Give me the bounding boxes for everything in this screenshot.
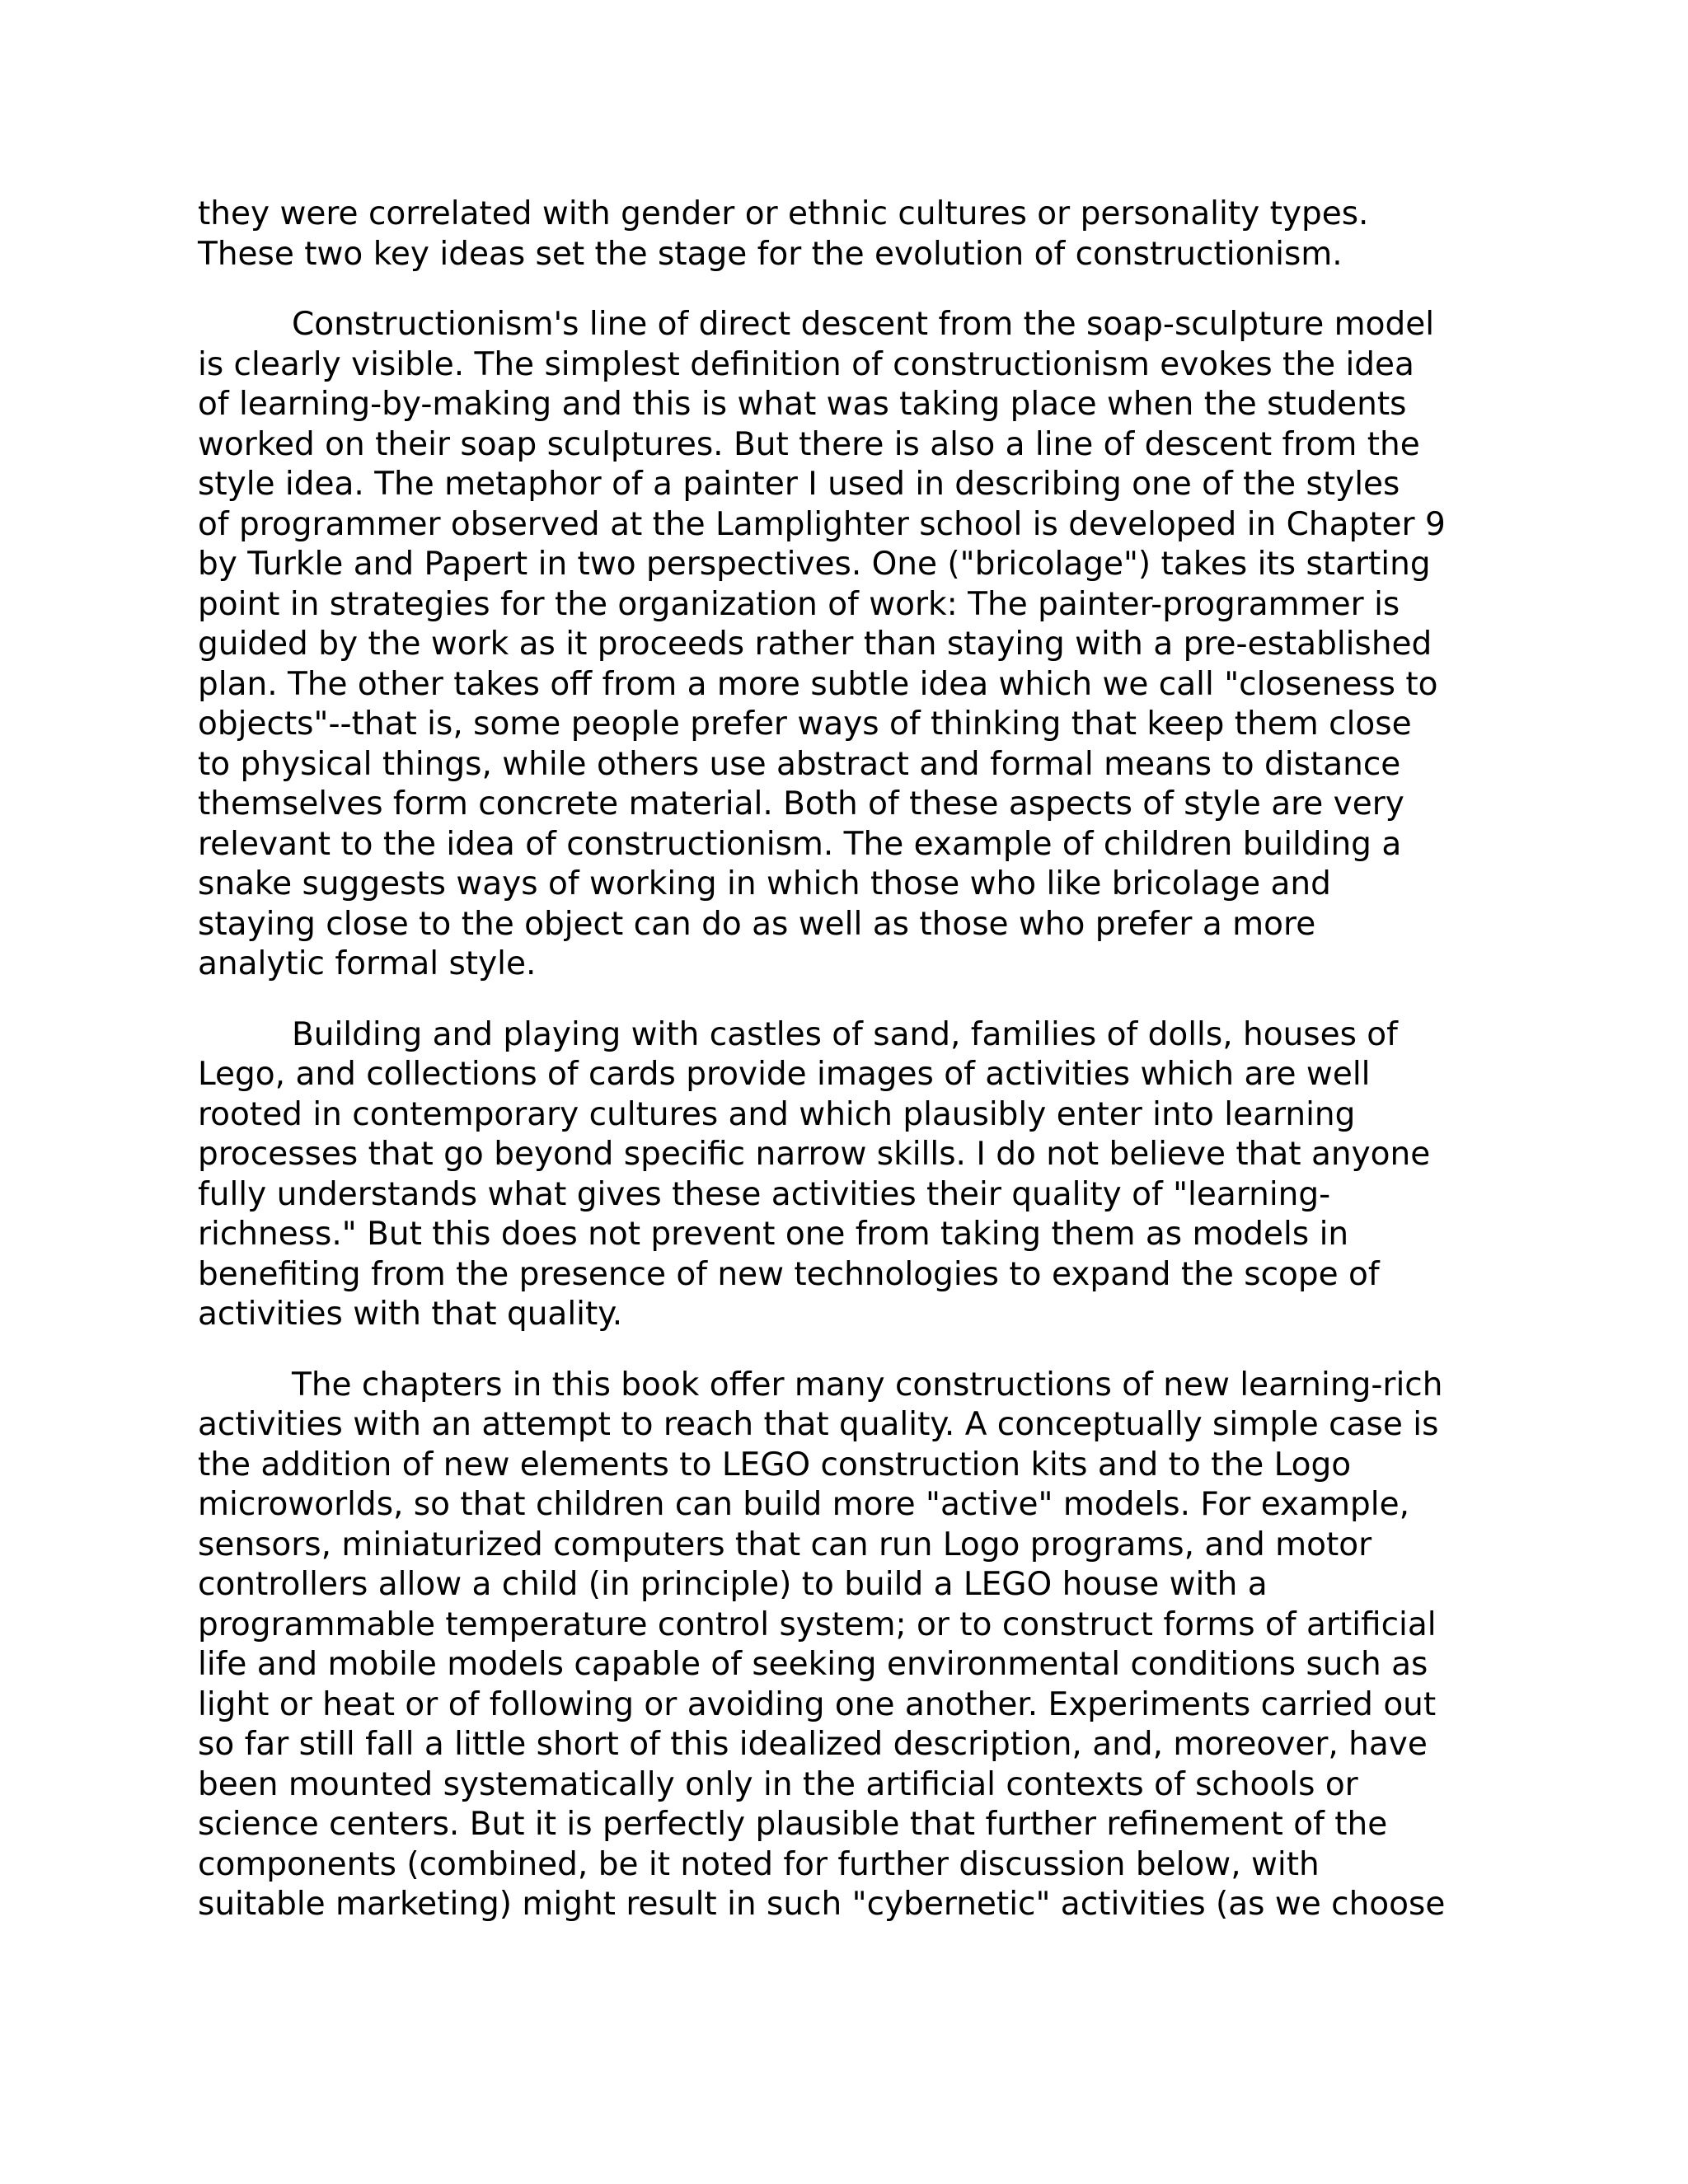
text-line: rooted in contemporary cultures and which plausibly enter into learning (198, 1095, 1356, 1133)
text-line: the addition of new elements to LEGO construction kits and to the Logo (198, 1446, 1352, 1483)
paragraph-gap (198, 985, 1500, 1015)
text-line: worked on their soap sculptures. But there is also a line of descent from the (198, 425, 1420, 463)
text-line: components (combined, be it noted for further discussion below, with (198, 1845, 1320, 1883)
text-line: The chapters in this book offer many constructions of new learning-rich (292, 1366, 1443, 1404)
text-line: snake suggests ways of working in which those who like bricolage and (198, 865, 1331, 902)
text-line: plan. The other takes off from a more subtle idea which we call "closeness to (198, 665, 1438, 703)
text-line: activities with that quality. (198, 1296, 623, 1333)
text-line: guided by the work as it proceeds rather than staying with a pre-established (198, 626, 1432, 663)
text-line: they were correlated with gender or ethnic cultures or personality types. (198, 195, 1369, 232)
text-line: analytic formal style. (198, 945, 537, 982)
text-line: science centers. But it is perfectly plausible that further refinement of the (198, 1806, 1388, 1843)
text-line: is clearly visible. The simplest definition of constructionism evokes the idea (198, 345, 1414, 383)
text-line: processes that go beyond specific narrow skills. I do not believe that anyone (198, 1136, 1431, 1173)
text-line: benefiting from the presence of new technologies to expand the scope of (198, 1255, 1380, 1293)
paragraph (198, 1015, 1500, 1335)
text-line: relevant to the idea of constructionism. The example of children building a (198, 825, 1402, 863)
text-line: to physical things, while others use abstract and formal means to distance (198, 745, 1401, 783)
text-line: staying close to the object can do as well as those who prefer a more (198, 905, 1316, 943)
paragraph (198, 194, 1500, 274)
text-line: Constructionism's line of direct descent from the soap-sculpture model (292, 306, 1435, 343)
text-line: objects"--that is, some people prefer ways of thinking that keep them close (198, 705, 1412, 743)
text-line: light or heat or of following or avoiding one another. Experiments carried out (198, 1685, 1437, 1723)
text-line: by Turkle and Papert in two perspectives. One ("bricolage") takes its starting (198, 546, 1431, 583)
text-line: style idea. The metaphor of a painter I used in describing one of the styles (198, 466, 1400, 503)
text-line: programmable temperature control system; or to construct forms of artificial (198, 1605, 1437, 1643)
body-text (198, 194, 1500, 1925)
paragraph (198, 305, 1500, 985)
text-line: These two key ideas set the stage for the evolution of constructionism. (198, 235, 1343, 273)
text-line: Lego, and collections of cards provide images of activities which are well (198, 1056, 1371, 1093)
paragraph-gap (198, 1335, 1500, 1366)
text-line: point in strategies for the organization of work: The painter-programmer is (198, 585, 1400, 623)
text-line: richness." But this does not prevent one from taking them as models in (198, 1216, 1349, 1253)
text-line: of programmer observed at the Lamplighter school is developed in Chapter 9 (198, 505, 1446, 543)
text-line: fully understands what gives these activities their quality of "learning- (198, 1175, 1331, 1213)
text-line: so far still fall a little short of this idealized description, and, moreover, have (198, 1726, 1428, 1763)
text-line: been mounted systematically only in the artificial contexts of schools or (198, 1765, 1358, 1803)
text-line: controllers allow a child (in principle) to build a LEGO house with a (198, 1566, 1268, 1603)
text-line: themselves form concrete material. Both of these aspects of style are very (198, 785, 1404, 823)
text-line: life and mobile models capable of seeking environmental conditions such as (198, 1646, 1428, 1683)
text-line: microworlds, so that children can build more "active" models. For example, (198, 1486, 1409, 1523)
text-line: of learning-by-making and this is what was taking place when the students (198, 386, 1407, 423)
text-line: activities with an attempt to reach that quality. A conceptually simple case is (198, 1406, 1439, 1443)
text-line: Building and playing with castles of sand, families of dolls, houses of (292, 1015, 1398, 1053)
text-line: sensors, miniaturized computers that can run Logo programs, and motor (198, 1526, 1372, 1563)
paragraph (198, 1366, 1500, 1925)
text-line: suitable marketing) might result in such "cybernetic" activities (as we choose (198, 1886, 1446, 1923)
paragraph-gap (198, 274, 1500, 305)
